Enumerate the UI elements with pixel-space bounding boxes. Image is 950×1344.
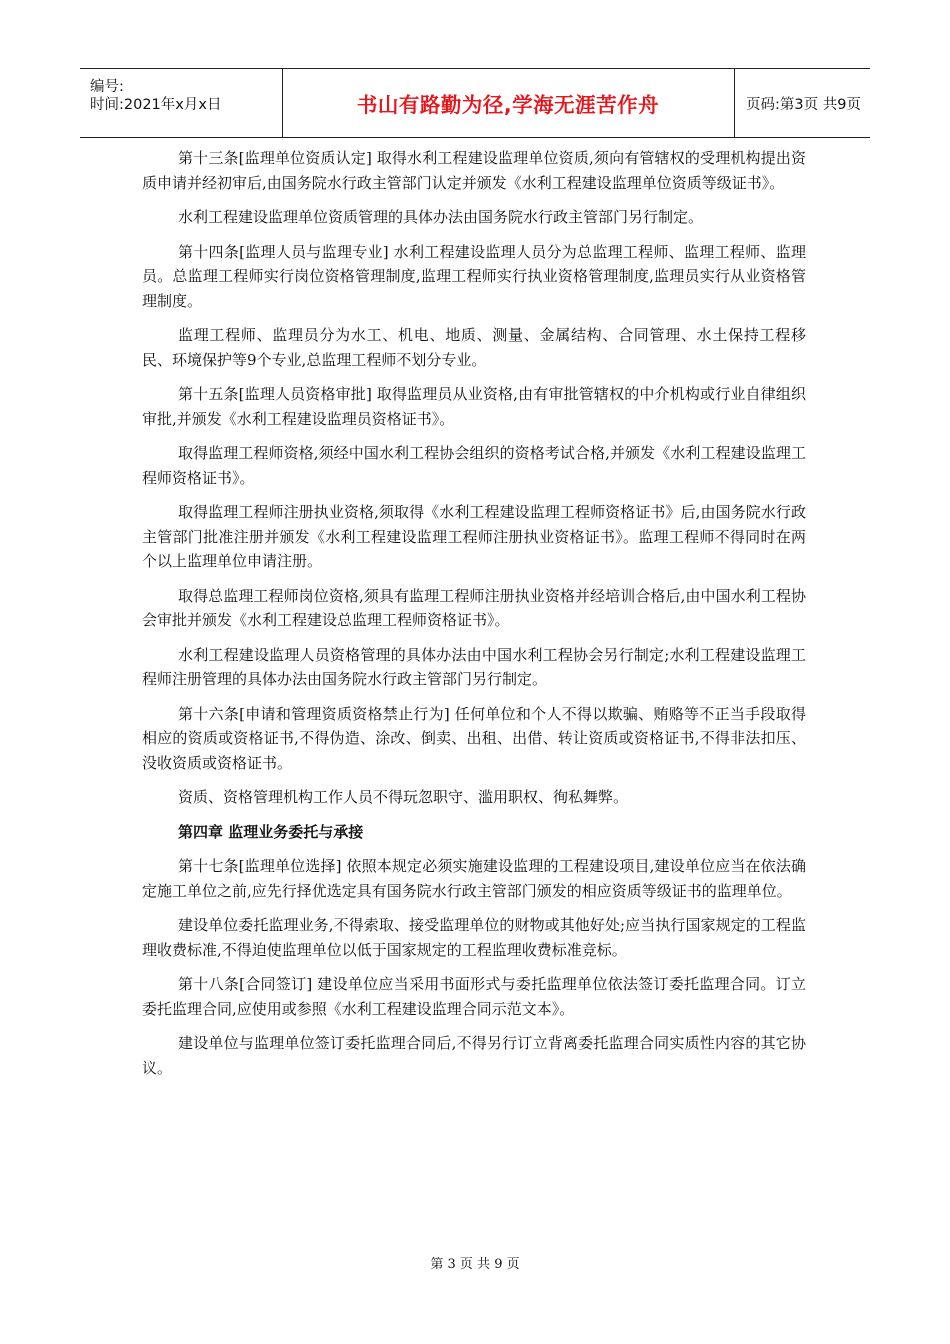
header-page-info-cell (736, 69, 870, 137)
header-meta (80, 69, 283, 137)
paragraph: 水利工程建设监理单位资质管理的具体办法由国务院水行政主管部门另行制定。 (178, 208, 704, 226)
paragraph: 取得监理工程师资格,须经中国水利工程协会组织的资格考试合格,并颁发《水利工程建设监理工程师资格证书》。 (142, 444, 806, 487)
paragraph: 水利工程建设监理人员资格管理的具体办法由中国水利工程协会另行制定;水利工程建设监理工程师注册管理的具体办法由国务院水行政主管部门另行制定。 (142, 645, 806, 688)
paragraph: 取得总监理工程师岗位资格,须具有监理工程师注册执业资格并经培训合格后,由中国水利工程协会审批并颁发《水利工程建设总监理工程师资格证书》。 (142, 586, 806, 629)
paragraph: 建设单位与监理单位签订委托监理合同后,不得另行订立背离委托监理合同实质性内容的其它协议。 (142, 1034, 806, 1077)
paragraph: 资质、资格管理机构工作人员不得玩忽职守、滥用职权、徇私舞弊。 (178, 788, 629, 806)
chapter-heading: 第四章 监理业务委托与承接 (178, 822, 364, 841)
paragraph: 第十六条[申请和管理资质资格禁止行为] 任何单位和个人不得以欺骗、贿赂等不正当手段取得相应的资质或资格证书,不得伪造、涂改、倒卖、出租、出借、转让资质或资格证书,不得非法扣压、没收资质或资格证书。 (142, 704, 806, 772)
document-body (142, 146, 806, 1090)
paragraph: 第十八条[合同签订] 建设单位应当采用书面形式与委托监理单位依法签订委托监理合同。订立委托监理合同,应使用或参照《水利工程建设监理合同示范文本》。 (142, 975, 806, 1018)
page-header (80, 68, 870, 138)
paragraph: 第十七条[监理单位选择] 依照本规定必须实施建设监理的工程建设项目,建设单位应当在依法确定施工单位之前,应先行择优选定具有国务院水行政主管部门颁发的相应资质等级证书的监理单位。 (142, 857, 806, 900)
header-motto: 书山有路勤为径,学海无涯苦作舟 (356, 93, 660, 117)
document-number-label: 编号: (90, 79, 124, 95)
paragraph: 第十五条[监理人员资格审批] 取得监理员从业资格,由有审批管辖权的中介机构或行业自律组织审批,并颁发《水利工程建设监理员资格证书》。 (142, 385, 806, 428)
paragraph: 建设单位委托监理业务,不得索取、接受监理单位的财物或其他好处;应当执行国家规定的工程监理收费标准,不得迫使监理单位以低于国家规定的工程监理收费标准竞标。 (142, 916, 806, 959)
footer-page-number: 第 3 页 共 9 页 (430, 1257, 520, 1272)
header-motto-cell (282, 69, 735, 137)
document-date: 时间:2021年x月x日 (90, 97, 222, 113)
paragraph: 取得监理工程师注册执业资格,须取得《水利工程建设监理工程师资格证书》后,由国务院水行政主管部门批准注册并颁发《水利工程建设监理工程师注册执业资格证书》。监理工程师不得同时在两个以上监理单位申请注册。 (142, 503, 806, 570)
paragraph: 监理工程师、监理员分为水工、机电、地质、测量、金属结构、合同管理、水土保持工程移民、环境保护等9个专业,总监理工程师不划分专业。 (142, 326, 806, 369)
paragraph: 第十三条[监理单位资质认定] 取得水利工程建设监理单位资质,须向有管辖权的受理机构提出资质申请并经初审后,由国务院水行政主管部门认定并颁发《水利工程建设监理单位资质等级证书》。 (142, 149, 806, 192)
paragraph: 第十四条[监理人员与监理专业] 水利工程建设监理人员分为总监理工程师、监理工程师、监理员。总监理工程师实行岗位资格管理制度,监理工程师实行执业资格管理制度,监理员实行从业资格管理制度。 (142, 242, 806, 310)
header-page-info: 页码:第3页 共9页 (746, 96, 861, 113)
page-footer (0, 1253, 950, 1272)
